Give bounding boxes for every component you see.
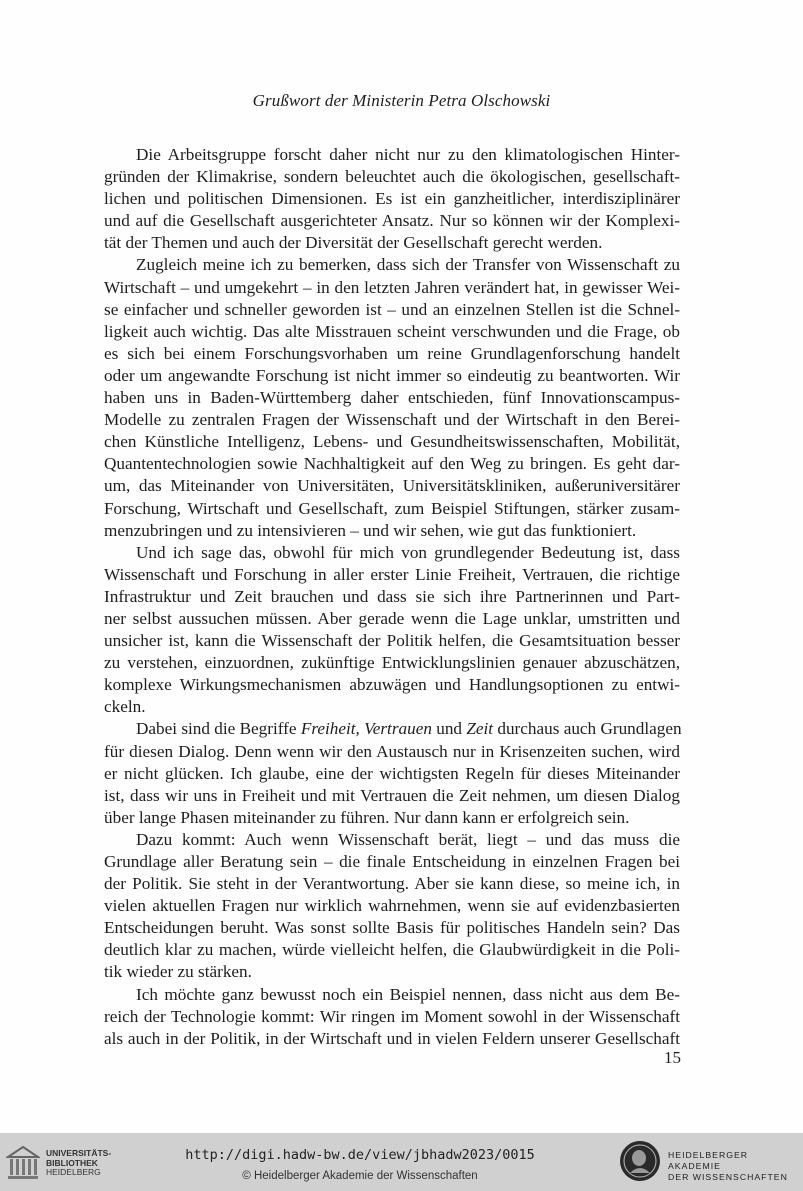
- text-line: zu verstehen, einzuordnen, zukünftige Entwicklungslinien genauer abzuschätzen,: [104, 653, 680, 673]
- text-line: tät der Themen und auch der Diversität der Gesellschaft gerecht werden.: [104, 233, 603, 253]
- text-line: komplexe Wirkungsmechanismen abzuwägen und Handlungsoptionen zu entwi-: [104, 675, 680, 695]
- text-line: reich der Technologie kommt: Wir ringen im Moment sowohl in der Wissenschaft: [104, 1006, 680, 1026]
- text-line: um, das Miteinander von Universitäten, Universitätskliniken, außeruniversitärer: [104, 476, 680, 496]
- academy-name-line: HEIDELBERGER AKADEMIE: [668, 1150, 749, 1171]
- body-text: [104, 144, 680, 1050]
- text-line: Dazu kommt: Auch wenn Wissenschaft berät, liegt – und das muss die: [136, 829, 680, 849]
- text-line: Ich möchte ganz bewusst noch ein Beispiel nennen, dass nicht aus dem Be-: [136, 984, 680, 1004]
- library-name-line: UNIVERSITÄTS-: [46, 1148, 112, 1158]
- text-line: Modelle zu zentralen Fragen der Wissenschaft und der Wirtschaft in den Berei-: [104, 410, 680, 430]
- text-line: gründen der Klimakrise, sondern beleuchtet auch die ökologischen, gesellschaft-: [104, 167, 680, 187]
- text-line: Wirtschaft – und umgekehrt – in den letzten Jahren verändert hat, in gewisser Wei-: [104, 277, 680, 297]
- text-line: Wissenschaft und Forschung in aller erster Linie Freiheit, Vertrauen, die richtige: [104, 564, 680, 584]
- text-line: menzubringen und zu intensivieren – und wir sehen, wie gut das funktioniert.: [104, 520, 637, 540]
- academy-seal-icon: [618, 1139, 662, 1183]
- running-header: Grußwort der Ministerin Petra Olschowski: [252, 91, 551, 110]
- library-name-line: HEIDELBERG: [46, 1167, 101, 1178]
- text-line: Entscheidungen beruht. Was sonst sollte Basis für politisches Handeln sein? Das: [104, 918, 680, 938]
- text-line: oder um angewandte Forschung ist nicht immer so eindeutig zu beantworten. Wir: [104, 365, 680, 385]
- text-line: se einfacher und schneller geworden ist – und an einzelnen Stellen ist die Schnel-: [104, 299, 680, 319]
- text-line: deutlich klar zu machen, würde vielleicht helfen, die Glaubwürdigkeit in die Poli-: [104, 940, 680, 960]
- viewer-footer: [0, 1133, 803, 1191]
- library-building-icon: [6, 1145, 40, 1181]
- library-name: [46, 1149, 111, 1178]
- university-library-logo[interactable]: [6, 1143, 146, 1183]
- text-line: für diesen Dialog. Denn wenn wir den Austausch nur in Krisenzeiten suchen, wird: [104, 741, 680, 761]
- text-run: durchaus auch Grundlagen: [493, 719, 682, 739]
- text-line: ist, dass wir uns in Freiheit und mit Vertrauen die Zeit nehmen, um diesen Dialog: [104, 785, 680, 805]
- academy-logo[interactable]: [618, 1137, 798, 1187]
- paragraph: [104, 829, 680, 984]
- text-line: ner selbst aussuchen müssen. Aber gerade wenn die Lage unklar, umstritten und: [104, 608, 680, 628]
- text-line: Grundlage aller Beratung sein – die finale Entscheidung in einzelnen Fragen bei: [104, 852, 680, 871]
- text-line: Und ich sage das, obwohl für mich von grundlegender Bedeutung ist, dass: [136, 542, 680, 562]
- text-line: unsicher ist, kann die Wissenschaft der Politik helfen, die Gesamtsituation besser: [104, 631, 680, 651]
- paragraph: [104, 718, 680, 828]
- text-line: vielen aktuellen Fragen nur wirklich wahrnehmen, wenn sie auf evidenzbasierten: [104, 896, 680, 916]
- text-line: Quantentechnologien sowie Nachhaltigkeit auf den Weg zu bringen. Es geht dar-: [104, 454, 680, 474]
- text-line: ckeln.: [104, 697, 146, 717]
- paragraph: [104, 984, 680, 1050]
- text-line-with-emphasis: [104, 718, 680, 740]
- text-line: er nicht glücken. Ich glaube, eine der wichtigsten Regeln für dieses Miteinander: [104, 763, 680, 783]
- emphasis-text: Freiheit, Vertrauen: [300, 719, 432, 739]
- text-line: chen Künstliche Intelligenz, Lebens- und Gesundheitswissenschaften, Mobilität,: [104, 432, 680, 452]
- text-line: Die Arbeitsgruppe forscht daher nicht nur zu den klimatologischen Hinter-: [136, 145, 680, 164]
- text-run: Dabei sind die Begriffe: [136, 719, 301, 739]
- text-line: ligkeit auch wichtig. Das alte Misstrauen scheint verschwunden und die Frage, ob: [104, 321, 680, 341]
- text-line: und auf die Gesellschaft ausgerichteter Ansatz. Nur so können wir der Komplexi-: [104, 211, 680, 231]
- text-line: über lange Phasen miteinander zu führen. Nur dann kann er erfolgreich sein.: [104, 807, 630, 827]
- text-line: der Politik. Sie steht in der Verantwortung. Aber sie kann diese, so meine ich, in: [104, 874, 680, 894]
- text-line: Infrastruktur und Zeit brauchen und dass sie sich ihre Partnerinnen und Part-: [104, 586, 680, 606]
- academy-name: [668, 1150, 798, 1183]
- academy-name-line: DER WISSENSCHAFTEN: [668, 1172, 788, 1182]
- text-line: als auch in der Politik, in der Wirtschaft und in vielen Feldern unserer Gesellschaft: [104, 1028, 680, 1048]
- paragraph: [104, 542, 680, 719]
- text-run: und: [431, 719, 467, 739]
- permalink-url[interactable]: http://digi.hadw-bw.de/view/jbhadw2023/0015: [185, 1147, 535, 1163]
- paragraph: [104, 254, 680, 541]
- text-line: Zugleich meine ich zu bemerken, dass sich der Transfer von Wissenschaft zu: [136, 255, 680, 275]
- text-line: Forschung, Wirtschaft und Gesellschaft, zum Beispiel Stiftungen, stärker zusam-: [104, 498, 680, 518]
- paragraph: [104, 144, 680, 254]
- text-line: haben uns in Baden-Württemberg daher entschieden, fünf Innovationscampus-: [104, 388, 680, 408]
- copyright-notice: © Heidelberger Akademie der Wissenschaften: [242, 1170, 478, 1182]
- text-line: lichen und politischen Dimensionen. Es ist ein ganzheitlicher, interdisziplinärer: [104, 189, 680, 209]
- page-number: 15: [664, 1048, 681, 1067]
- emphasis-text: Zeit: [466, 719, 494, 739]
- library-name-line: BIBLIOTHEK: [46, 1157, 98, 1168]
- text-line: tik wieder zu stärken.: [104, 962, 252, 982]
- text-line: es sich bei einem Forschungsvorhaben um reine Grundlagenforschung handelt: [104, 343, 680, 363]
